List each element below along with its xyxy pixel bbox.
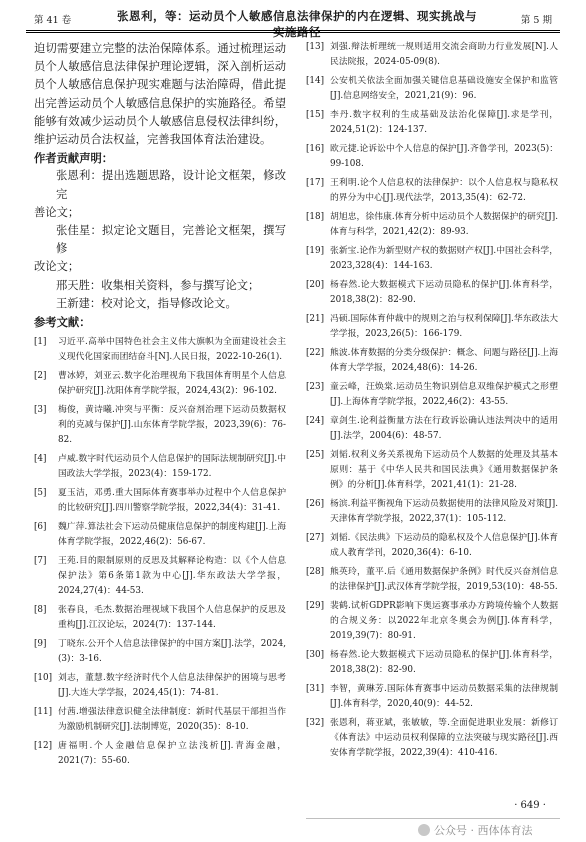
reference-item <box>306 648 558 678</box>
reference-number: [10] <box>34 673 53 684</box>
reference-text: 梅俊，黄诗曦.冲突与平衡：反兴奋剂治理下运动员数据权利的克减与保护[J].山东体育学院学报，2023,39(6)：76-82. <box>58 405 286 446</box>
reference-text: 熊波.体育数据的分类分级保护：概念、问题与路径[J].上海体育大学学报，2024,48(6)：14-26. <box>330 348 558 373</box>
reference-item <box>306 599 558 644</box>
references-heading: 参考文献： <box>34 315 91 330</box>
reference-text: 唐福明.个人金融信息保护立法浅析[J].青海金融，2021(7)：55-60. <box>58 741 286 767</box>
reference-item <box>34 335 286 365</box>
contribution-line-cont: 善论文； <box>34 205 80 219</box>
reference-text: 李丹.数字权利的生成基础及法治化保障[J].求是学刊，2024,51(2)：124-137. <box>330 110 558 135</box>
running-header <box>26 8 560 39</box>
header-rule <box>26 30 560 31</box>
reference-number: [15] <box>306 110 325 120</box>
reference-item <box>306 108 558 138</box>
reference-item <box>306 380 558 410</box>
reference-text: 张新宝.论作为新型财产权的数据财产权[J].中国社会科学，2023,328(4)：144-163. <box>330 246 558 271</box>
reference-number: [1] <box>34 337 47 348</box>
page-number: · 649 · <box>514 800 546 811</box>
reference-number: [26] <box>306 499 325 509</box>
reference-text: 刘韬.《民法典》下运动员的隐私权及个人信息保护[J].体育成人教育学刊，2020,36(4)：6-10. <box>330 533 558 558</box>
reference-item <box>34 671 286 701</box>
reference-text: 曹冰婷，刘亚云.数字化治理视角下我国体育明星个人信息保护研究[J].沈阳体育学院学报，2024,43(2)：96-102. <box>58 371 286 397</box>
reference-number: [17] <box>306 178 325 188</box>
reference-number: [4] <box>34 454 47 465</box>
reference-number: [3] <box>34 405 47 416</box>
reference-number: [16] <box>306 144 325 154</box>
footer-rule <box>306 818 560 819</box>
reference-text: 刘韬.权利义务关系视角下运动员个人数据的处理及其基本原则：基于《中华人民共和国民法典》《通用数据保护条例》的分析[J].体育科学，2021,41(1)：21-28. <box>330 450 558 490</box>
reference-text: 魏广萍.算法社会下运动员健康信息保护的制度构建[J].上海体育学院学报，2022,46(2)：56-67. <box>58 522 286 548</box>
contribution-line: 张恩利：提出选题思路，设计论文框架，修改完 <box>56 169 286 201</box>
reference-item <box>306 531 558 561</box>
reference-number: [32] <box>306 718 325 728</box>
reference-number: [27] <box>306 533 325 543</box>
reference-item <box>34 452 286 482</box>
reference-item <box>306 414 558 444</box>
reference-text: 胡旭忠，徐伟康.体育分析中运动员个人数据保护的研究[J].体育与科学，2021,42(2)：89-93. <box>330 212 558 237</box>
reference-item <box>34 520 286 550</box>
reference-number: [5] <box>34 488 47 499</box>
reference-number: [25] <box>306 450 325 460</box>
reference-text: 卢威.数字时代运动员个人信息保护的国际法规制研究[J].中国政法大学学报，2023(4)：159-172. <box>58 454 286 480</box>
reference-number: [22] <box>306 348 325 358</box>
reference-text: 冯硕.国际体育仲裁中的规则之治与权利保障[J].华东政法大学学报，2023,26(5)：166-179. <box>330 314 558 339</box>
left-column <box>34 40 286 773</box>
watermark-text: 公众号 · 西体体育法 <box>434 824 533 837</box>
contribution-line: 邢天胜：收集相关资料，参与撰写论文； <box>56 278 260 292</box>
issue-label: 第 5 期 <box>520 15 552 26</box>
watermark <box>418 822 533 838</box>
reference-item <box>34 705 286 735</box>
reference-item <box>34 603 286 633</box>
wechat-icon <box>418 824 430 836</box>
running-title: 张恩利，等：运动员个人敏感信息法律保护的内在逻辑、现实挑战与实施路径 <box>117 9 477 39</box>
reference-item <box>306 74 558 104</box>
reference-number: [29] <box>306 601 325 611</box>
contribution-heading: 作者贡献声明： <box>34 151 114 166</box>
reference-number: [23] <box>306 382 325 392</box>
reference-number: [31] <box>306 684 325 694</box>
reference-text: 刘强.辩法析理统一规则适用交流会商助力行业发展[N].人民法院报，2024-05-09(8). <box>330 42 558 67</box>
reference-item <box>306 716 558 761</box>
reference-item <box>306 682 558 712</box>
reference-number: [2] <box>34 371 47 382</box>
reference-text: 夏玉洁，邓勇.重大国际体育赛事举办过程中个人信息保护的比较研究[J].四川警察学院学报，2022,34(4)：31-41. <box>58 488 286 514</box>
reference-text: 公安机关依法全面加强关键信息基础设施安全保护和监管[J].信息网络安全，2021,21(9)：96. <box>330 76 558 101</box>
reference-text: 王苑.目的限制原则的反思及其解释论构造：以《个人信息保护法》第6条第1款为中心[J].华东政法大学学报，2024,27(4)：44-53. <box>58 556 286 597</box>
references-list-left <box>34 335 286 769</box>
reference-number: [21] <box>306 314 325 324</box>
reference-number: [30] <box>306 650 325 660</box>
reference-item <box>306 312 558 342</box>
contribution-line-cont: 改论文； <box>34 260 80 274</box>
reference-item <box>34 554 286 599</box>
reference-item <box>34 369 286 399</box>
contribution-line: 张佳星：拟定论文题目，完善论文框架，撰写修 <box>56 224 286 256</box>
volume-label: 第 41 卷 <box>34 15 72 26</box>
reference-text: 杨滨.利益平衡视角下运动员数据使用的法律风险及对策[J].天津体育学院学报，2022,37(1)：105-112. <box>330 499 558 524</box>
reference-text: 刘志，董慧.数字经济时代个人信息法律保护的困境与思考[J].大连大学学报，2024,45(1)：74-81. <box>58 673 286 699</box>
reference-number: [14] <box>306 76 325 86</box>
reference-text: 章剑生.论利益衡量方法在行政诉讼确认违法判决中的适用[J].法学，2004(6)：48-57. <box>330 416 558 441</box>
intro-paragraph: 迫切需要建立完整的法治保障体系。通过梳理运动员个人敏感信息法律保护理论逻辑，深入剖析运动员个人敏感信息保护现实难题与法治障碍，借此提出完善运动员个人敏感信息保护的实施路径。希望能够有效减少运动员个人敏感信息侵权法律纠纷，维护运动员合法权益，完善我国体育法治建设。 <box>34 42 286 147</box>
reference-number: [9] <box>34 639 47 650</box>
reference-number: [12] <box>34 741 53 752</box>
reference-item <box>306 244 558 274</box>
reference-text: 张春良，毛杰.数据治理视域下我国个人信息保护的反思及重构[J].江汉论坛，2024(7)：137-144. <box>58 605 286 631</box>
reference-text: 杨春然.论大数据模式下运动员隐私的保护[J].体育科学，2018,38(2)：82-90. <box>330 650 558 675</box>
reference-item <box>306 176 558 206</box>
reference-number: [7] <box>34 556 47 567</box>
reference-number: [6] <box>34 522 47 533</box>
reference-item <box>306 448 558 493</box>
reference-number: [19] <box>306 246 325 256</box>
reference-text: 习近平.高举中国特色社会主义伟大旗帜为全面建设社会主义现代化国家而团结奋斗[N].人民日报，2022-10-26(1). <box>58 337 286 363</box>
reference-number: [20] <box>306 280 325 290</box>
reference-item <box>306 278 558 308</box>
reference-text: 熊英玲，董平.后《通用数据保护条例》时代反兴奋剂信息的法律保护[J].武汉体育学院学报，2019,53(10)：48-55. <box>330 567 558 592</box>
reference-text: 王利明.论个人信息权的法律保护：以个人信息权与隐私权的界分为中心[J].现代法学，2013,35(4)：62-72. <box>330 178 558 203</box>
reference-text: 裴鹤.试析GDPR影响下奥运赛事承办方跨境传输个人数据的合规义务：以2022年北京冬奥会为例[J].体育科学，2019,39(7)：80-91. <box>330 601 558 641</box>
reference-item <box>306 497 558 527</box>
reference-text: 张恩利，蒋亚斌，张敏敏，等.全面促进职业发展：新修订《体育法》中运动员权利保障的立法突破与现实路径[J].西安体育学院学报，2022,39(4)：410-416. <box>330 718 558 758</box>
contribution-line: 王新建：校对论文，指导修改论文。 <box>56 296 237 310</box>
reference-number: [8] <box>34 605 47 616</box>
reference-text: 付茜.增强法律意识健全法律制度：新时代基层干部担当作为激励机制研究[J].法制博览，2020(35)：8-10. <box>58 707 286 733</box>
reference-item <box>306 40 558 70</box>
reference-number: [13] <box>306 42 325 52</box>
reference-item <box>34 739 286 769</box>
reference-item <box>34 637 286 667</box>
reference-number: [11] <box>34 707 53 718</box>
reference-item <box>306 210 558 240</box>
reference-item <box>306 346 558 376</box>
reference-number: [24] <box>306 416 325 426</box>
header-rule-thin <box>26 32 560 33</box>
reference-text: 丁晓东.公开个人信息法律保护的中国方案[J].法学，2024,(3)：3-16. <box>58 639 286 665</box>
reference-text: 欧元捷.论诉讼中个人信息的保护[J].齐鲁学刊，2023(5)：99-108. <box>330 144 558 169</box>
references-list-right <box>306 40 558 761</box>
reference-number: [28] <box>306 567 325 577</box>
reference-text: 杨春然.论大数据模式下运动员隐私的保护[J].体育科学，2018,38(2)：82-90. <box>330 280 558 305</box>
right-column <box>306 40 558 765</box>
reference-item <box>306 142 558 172</box>
reference-item <box>34 486 286 516</box>
reference-text: 童云峰，汪焕棠.运动员生物识别信息双维保护模式之形塑[J].上海体育学院学报，2022,46(2)：43-55. <box>330 382 558 407</box>
reference-item <box>306 565 558 595</box>
reference-text: 李智，黄琳芳.国际体育赛事中运动员数据采集的法律规制[J].体育科学，2020,40(9)：44-52. <box>330 684 558 709</box>
reference-item <box>34 403 286 448</box>
reference-number: [18] <box>306 212 325 222</box>
